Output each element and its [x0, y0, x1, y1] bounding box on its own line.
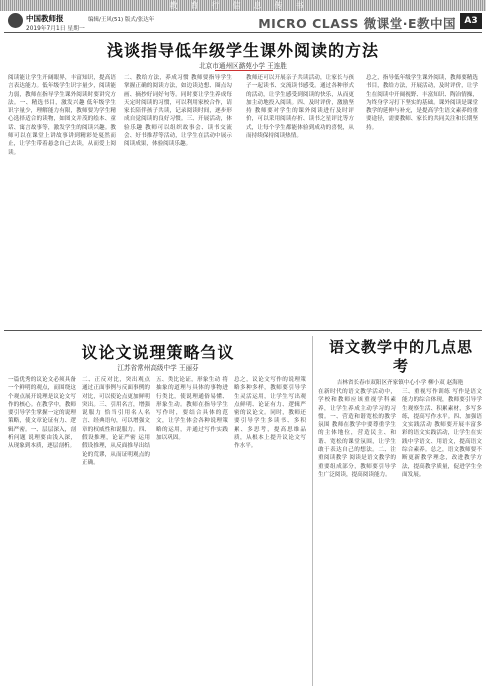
column-separator [312, 336, 313, 686]
article2-column-3: 五、类比论证，形象生动 将抽象的道理与具体的事物进行类比，使说理通俗易懂、形象生动。教师在指导学生写作时，要结合具体的范文，让学生体会各种说理策略的运用，并通过写作实践加以巩固。 [156, 377, 228, 442]
article3-column-2: 三、重视写作训练 写作是语文能力的综合体现，教师要引导学生观察生活、积累素材，多写多练，提高写作水平。四、加强语文实践活动 教师要开展丰富多彩的语文实践活动，让学生在实践中学语文、用语文，提高语文综合素养。总之，语文教师要不断更新教学理念，改进教学方法，提高教学质量，促进学生全面发展。 [402, 389, 482, 478]
article1-byline: 北京市通州区潞苑小学 王连胜 [199, 62, 287, 70]
article1-column-3: 教师还可以开展亲子共读活动，让家长与孩子一起读书、交流读书感受。通过各种形式的活动，让学生感受到阅读的快乐，从而更加主动地投入阅读。四、及时评价，激励坚持 教师要对学生的课外阅读进行及时评价，可以采用阅读存折、读书之星评比等方式，让每个学生都能体验到成功的喜悦，从而持续保持阅读热情。 [246, 75, 354, 140]
article2-column-4: 总之，议论文写作的说理策略多种多样，教师要引导学生灵活运用，让学生写出观点鲜明、论证有力、逻辑严密的议论文。同时，教师还要引导学生多读书、多积累、多思考，提高思维品质，从根本上提升议论文写作水平。 [234, 377, 306, 450]
article3-title: 语文教学中的几点思考 [328, 338, 473, 375]
paper-name: 中国教师报 [26, 14, 64, 23]
masthead-rule [4, 32, 482, 33]
section-line: 编辑/王风(51) 版式/张达年 [88, 17, 155, 23]
article1-column-2: 二、教给方法，养成习惯 教师要指导学生掌握正确的阅读方法，如边读边想、圈点勾画、摘抄好词好句等。同时要让学生养成每天定时阅读的习惯，可以利用家校合作，请家长陪伴孩子共读，记录阅读时间，逐步形成自觉阅读的良好习惯。三、开展活动，体验乐趣 教师可以组织故事会、读书交流会、好书推荐等活动，让学生在活动中展示阅读成果，体验阅读乐趣。 [124, 75, 232, 148]
article3-column-1: 在新时代的语文教学活动中，学校和教师应该重视学科素养，让学生养成主动学习的习惯。一、营造和谐宽松的教学氛围 教师在教学中要尊重学生的主体地位，营造民主、和谐、宽松的课堂氛围，让学生敢于表达自己的想法。二、注重阅读教学 阅读是语文教学的重要组成部分，教师要引导学生广泛阅读，提高阅读能力。 [318, 389, 396, 478]
article1-title: 浅谈指导低年级学生课外阅读的方法 [106, 41, 379, 60]
article2-byline: 江苏省常州高级中学 王丽芬 [117, 364, 199, 372]
article2-column-1: 一篇优秀的议论文必须具备一个鲜明的观点，而围绕这个观点展开说理是议论文写作的核心。在教学中，教师要引导学生掌握一定的说理策略，使文章论证有力、逻辑严密。一、层层深入，剖析问题 说理要由浅入深，从现象到本质，逐层剖析。 [8, 377, 76, 450]
article-divider [4, 330, 482, 331]
article1-byline-rule [215, 70, 273, 71]
article1-column-4: 总之，指导低年级学生课外阅读，教师要精选书目，教给方法，开展活动，及时评价，让学生在阅读中开阔视野、丰富知识、陶冶情操，为终身学习打下坚实的基础。课外阅读是课堂教学的延伸与补充，是提高学生语文素养的重要途径，需要教师、家长的共同关注和长期坚持。 [366, 75, 478, 131]
article3-byline: 吉林省长春市双阳区齐家镇中心小学 柳小双 赵海艳 [336, 380, 464, 386]
page-number: A3 [460, 13, 482, 29]
header-band-title: 教育行信息传书 [169, 1, 317, 10]
date-line: 2019年7月1日 星期一 [26, 26, 85, 32]
article1-column-1: 阅读能让学生开阔眼界，丰富知识，提高语言表达能力。低年级学生识字量少，阅读能力弱，教师在指导学生课外阅读时要讲究方法。一、精选书目，激发兴趣 低年级学生识字量少，理解能力有限，教师要为学生精心选择适合的读物，如图文并茂的绘本、童话、寓言故事等，激发学生的阅读兴趣。教师可以在课堂上讲故事讲到精彩处戛然而止，让学生带着悬念自己去读，从而爱上阅读。 [8, 75, 116, 156]
article2-column-2: 二、正反对比，突出观点 通过正面事例与反面事例的对比，可以使论点更加鲜明突出。三、引用名言，增强说服力 恰当引用名人名言、经典语句，可以增强文章的权威性和说服力。四、假设推理，论证严密 运用假设推理，从反面推导出结论的荒谬，从而证明观点的正确。 [82, 377, 150, 466]
edition-banner: MICRO CLASS 微课堂·E教中国 [258, 16, 456, 31]
article2-title: 议论文说理策略刍议 [81, 343, 235, 362]
paper-logo [8, 13, 23, 28]
